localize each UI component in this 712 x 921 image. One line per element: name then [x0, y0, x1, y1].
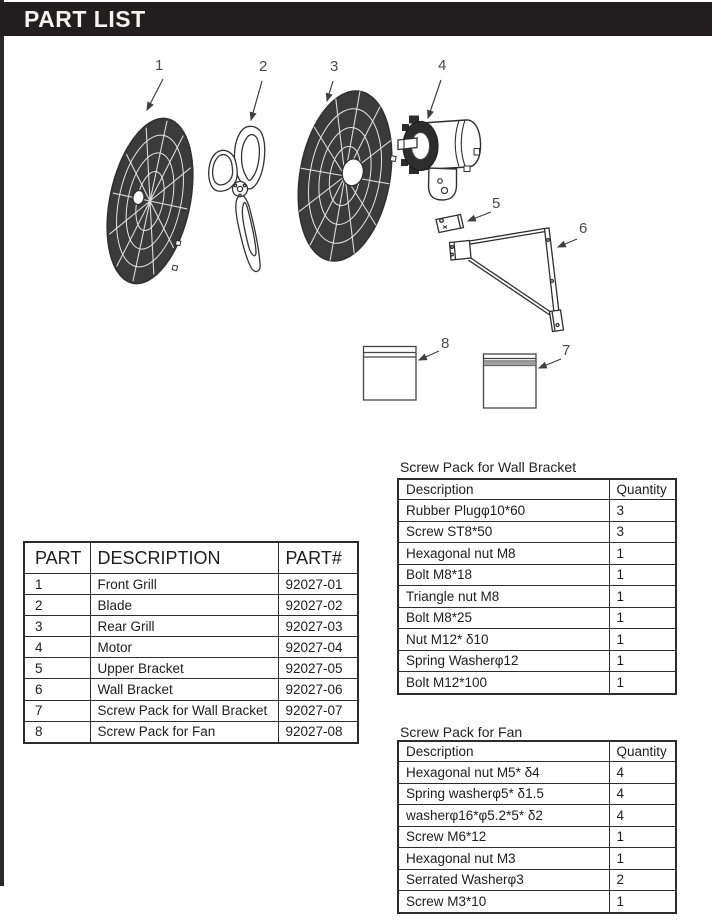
table-row [398, 805, 676, 827]
cell-quantity: 1 [609, 650, 676, 672]
cell-description: Serrated Washerφ3 [398, 869, 609, 891]
rear-grill-drawing [286, 83, 406, 268]
cell-quantity: 1 [609, 891, 676, 913]
table-row [398, 762, 676, 784]
table-row [398, 564, 676, 586]
cell-description: Hexagonal nut M3 [398, 848, 609, 870]
cell-part-number: 92027-01 [278, 574, 358, 595]
cell-part: 7 [24, 700, 90, 721]
cell-part: 4 [24, 637, 90, 658]
cell-quantity: 1 [609, 826, 676, 848]
table-header-row [398, 741, 676, 762]
table-row [398, 521, 676, 543]
cell-description: Spring washerφ5* δ1.5 [398, 783, 609, 805]
table-row [398, 629, 676, 651]
cell-part: 3 [24, 616, 90, 637]
cell-quantity: 1 [609, 848, 676, 870]
table-row [24, 679, 358, 700]
table-row [24, 637, 358, 658]
callout-3: 3 [330, 58, 339, 75]
fan-pack-title: Screw Pack for Fan [400, 724, 523, 740]
cell-description: washerφ16*φ5.2*5* δ2 [398, 805, 609, 827]
table-row [398, 891, 676, 913]
callout-1: 1 [155, 57, 164, 74]
blade-drawing [209, 126, 265, 271]
cell-description: Screw M3*10 [398, 891, 609, 913]
cell-description: Bolt M12*100 [398, 672, 609, 694]
cell-part-number: 92027-07 [278, 700, 358, 721]
callout-2: 2 [259, 58, 268, 75]
cell-description: Nut M12* δ10 [398, 629, 609, 651]
motor-drawing [398, 116, 481, 201]
callout-5: 5 [492, 195, 501, 212]
table-header-row [24, 542, 358, 574]
cell-part-number: 92027-04 [278, 637, 358, 658]
header-cell-description: DESCRIPTION [90, 542, 278, 574]
cell-part-number: 92027-03 [278, 616, 358, 637]
cell-description: Triangle nut M8 [398, 586, 609, 608]
table-row [398, 783, 676, 805]
cell-quantity: 2 [609, 869, 676, 891]
header-cell-description: Description [398, 741, 609, 762]
cell-description: Rubber Plugφ10*60 [398, 500, 609, 522]
cell-description: Hexagonal nut M8 [398, 543, 609, 565]
table-row [398, 543, 676, 565]
table-row [24, 658, 358, 679]
cell-quantity: 1 [609, 672, 676, 694]
cell-quantity: 1 [609, 564, 676, 586]
header-cell-quantity: Quantity [609, 479, 676, 500]
cell-description: Hexagonal nut M5* δ4 [398, 762, 609, 784]
cell-part: 5 [24, 658, 90, 679]
callout-7: 7 [562, 342, 571, 359]
cell-quantity: 3 [609, 500, 676, 522]
cell-description: Blade [90, 595, 278, 616]
cell-part-number: 92027-05 [278, 658, 358, 679]
cell-part: 1 [24, 574, 90, 595]
cell-quantity: 1 [609, 543, 676, 565]
front-grill-drawing [93, 111, 207, 292]
cell-description: Screw Pack for Fan [90, 721, 278, 743]
table-header-row [398, 479, 676, 500]
cell-description: Screw ST8*50 [398, 521, 609, 543]
cell-description: Screw Pack for Wall Bracket [90, 700, 278, 721]
cell-description: Wall Bracket [90, 679, 278, 700]
table-row [398, 500, 676, 522]
header-cell-quantity: Quantity [609, 741, 676, 762]
cell-quantity: 3 [609, 521, 676, 543]
header-cell-part-number: PART# [278, 542, 358, 574]
cell-description: Rear Grill [90, 616, 278, 637]
cell-part: 6 [24, 679, 90, 700]
table-row [398, 869, 676, 891]
cell-quantity: 4 [609, 805, 676, 827]
table-row [24, 616, 358, 637]
table-row [398, 848, 676, 870]
parts-diagram [0, 0, 712, 460]
table-row [398, 650, 676, 672]
cell-part-number: 92027-08 [278, 721, 358, 743]
cell-part-number: 92027-02 [278, 595, 358, 616]
cell-description: Bolt M8*25 [398, 607, 609, 629]
wall-bracket-pack-table [397, 478, 677, 695]
wall-bracket-pack-title: Screw Pack for Wall Bracket [400, 459, 577, 475]
callout-4: 4 [438, 57, 447, 74]
cell-description: Upper Bracket [90, 658, 278, 679]
table-row [398, 586, 676, 608]
main-parts-table [23, 541, 359, 744]
table-row [398, 607, 676, 629]
callout-6: 6 [579, 220, 588, 237]
fan-pack-table [397, 740, 677, 914]
cell-description: Screw M6*12 [398, 826, 609, 848]
cell-quantity: 1 [609, 607, 676, 629]
table-row [24, 595, 358, 616]
cell-description: Bolt M8*18 [398, 564, 609, 586]
table-row [24, 700, 358, 721]
wall-bracket-drawing [450, 228, 564, 332]
cell-quantity: 4 [609, 762, 676, 784]
screw-pack-fan-bag-drawing [364, 347, 417, 401]
callout-8: 8 [441, 335, 450, 352]
page-title: PART LIST [24, 5, 146, 32]
cell-description: Front Grill [90, 574, 278, 595]
table-row [398, 672, 676, 694]
cell-part: 2 [24, 595, 90, 616]
cell-part-number: 92027-06 [278, 679, 358, 700]
cell-quantity: 1 [609, 586, 676, 608]
screw-pack-wall-bag-drawing [484, 354, 537, 408]
cell-quantity: 1 [609, 629, 676, 651]
cell-description: Motor [90, 637, 278, 658]
table-row [398, 826, 676, 848]
header-cell-part: PART [24, 542, 90, 574]
upper-bracket-drawing [436, 215, 464, 233]
table-row [24, 574, 358, 595]
header-cell-description: Description [398, 479, 609, 500]
cell-part: 8 [24, 721, 90, 743]
cell-quantity: 4 [609, 783, 676, 805]
table-row [24, 721, 358, 743]
cell-description: Spring Washerφ12 [398, 650, 609, 672]
